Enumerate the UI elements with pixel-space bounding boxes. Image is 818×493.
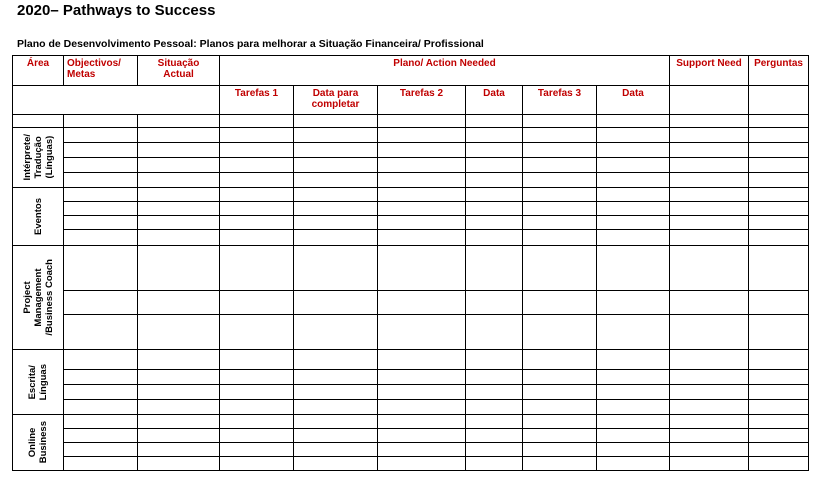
area-project-management-label	[22, 259, 55, 336]
table-cell	[220, 202, 294, 216]
table-cell	[138, 216, 220, 230]
subheader-tarefas3: Tarefas 3	[523, 86, 597, 115]
table-cell	[749, 216, 809, 230]
table-cell	[64, 246, 138, 291]
table-cell	[220, 291, 294, 315]
area-label-line: Línguas	[38, 363, 49, 401]
table-cell	[523, 415, 597, 429]
table-cell	[466, 291, 523, 315]
table-cell	[294, 202, 378, 216]
table-cell	[523, 128, 597, 143]
table-cell	[64, 216, 138, 230]
table-cell	[294, 315, 378, 350]
table-cell	[138, 400, 220, 415]
table-cell	[523, 202, 597, 216]
table-cell	[294, 291, 378, 315]
table-cell	[64, 230, 138, 246]
table-cell	[597, 400, 670, 415]
table-cell	[670, 457, 749, 471]
area-label-line: Business	[38, 421, 49, 464]
table-cell	[749, 315, 809, 350]
table-row	[13, 291, 809, 315]
table-cell	[220, 370, 294, 385]
table-cell	[378, 315, 466, 350]
table-cell	[749, 202, 809, 216]
table-cell	[523, 246, 597, 291]
table-cell	[466, 315, 523, 350]
table-cell	[597, 230, 670, 246]
table-cell	[670, 400, 749, 415]
table-cell	[64, 400, 138, 415]
table-cell	[597, 370, 670, 385]
table-cell	[670, 188, 749, 202]
header-objectivos-line2: Metas	[67, 69, 96, 80]
table-cell	[670, 385, 749, 400]
subheader-tarefas1: Tarefas 1	[220, 86, 294, 115]
table-cell	[670, 173, 749, 188]
table-cell	[670, 291, 749, 315]
table-cell	[220, 230, 294, 246]
table-cell	[749, 443, 809, 457]
header-support: Support Need	[670, 56, 749, 86]
table-cell	[466, 173, 523, 188]
table-cell	[523, 188, 597, 202]
table-cell	[294, 429, 378, 443]
table-cell	[466, 457, 523, 471]
table-row	[13, 188, 809, 202]
table-row	[13, 128, 809, 143]
table-cell	[597, 443, 670, 457]
table-cell	[64, 291, 138, 315]
table-cell	[597, 385, 670, 400]
table-cell	[64, 158, 138, 173]
table-cell	[523, 143, 597, 158]
table-cell	[523, 173, 597, 188]
table-cell	[670, 158, 749, 173]
table-cell	[294, 246, 378, 291]
table-cell	[523, 115, 597, 128]
table-cell	[466, 202, 523, 216]
table-cell	[378, 188, 466, 202]
table-cell	[64, 115, 138, 128]
table-cell	[749, 370, 809, 385]
table-cell	[597, 350, 670, 370]
table-cell	[670, 202, 749, 216]
table-cell	[597, 202, 670, 216]
table-cell	[138, 246, 220, 291]
table-cell	[64, 188, 138, 202]
header-perguntas: Perguntas	[749, 56, 809, 86]
table-cell	[378, 400, 466, 415]
table-cell	[670, 443, 749, 457]
table-cell	[138, 443, 220, 457]
table-cell	[220, 315, 294, 350]
table-cell	[64, 370, 138, 385]
table-row	[13, 429, 809, 443]
table-cell	[378, 158, 466, 173]
subheader-row	[13, 86, 809, 115]
table-row	[13, 315, 809, 350]
table-cell	[64, 128, 138, 143]
table-cell	[670, 216, 749, 230]
subheader-perguntas-empty	[749, 86, 809, 115]
table-cell	[220, 216, 294, 230]
table-cell	[220, 143, 294, 158]
table-cell	[670, 128, 749, 143]
table-cell	[597, 128, 670, 143]
table-cell	[378, 291, 466, 315]
table-cell	[294, 370, 378, 385]
table-cell	[597, 188, 670, 202]
table-cell	[378, 350, 466, 370]
table-cell	[220, 350, 294, 370]
table-cell	[294, 230, 378, 246]
subheader-tarefas2: Tarefas 2	[378, 86, 466, 115]
area-label-line: /Business Coach	[43, 259, 55, 336]
table-cell	[466, 350, 523, 370]
header-situacao-line2: Actual	[163, 69, 194, 80]
subheader-data-para-completar	[294, 86, 378, 115]
area-eventos-label: Eventos	[32, 198, 44, 235]
table-cell	[138, 115, 220, 128]
table-cell	[466, 370, 523, 385]
area-online-business-label	[27, 421, 49, 463]
table-cell	[597, 291, 670, 315]
area-label-line: (Línguas)	[43, 136, 55, 179]
table-cell	[220, 173, 294, 188]
table-cell	[138, 457, 220, 471]
table-cell	[670, 115, 749, 128]
table-cell	[749, 173, 809, 188]
header-objectivos-line1: Objectivos/	[67, 58, 121, 69]
table-cell	[378, 216, 466, 230]
table-cell	[378, 429, 466, 443]
table-row	[13, 230, 809, 246]
area-label-line: Project	[21, 281, 33, 314]
area-project-management	[13, 246, 64, 350]
table-cell	[378, 443, 466, 457]
header-area: Área	[13, 56, 64, 86]
table-cell	[466, 415, 523, 429]
table-cell	[523, 370, 597, 385]
table-cell	[670, 415, 749, 429]
table-cell	[466, 158, 523, 173]
table-cell	[466, 230, 523, 246]
table-row	[13, 370, 809, 385]
table-cell	[378, 370, 466, 385]
header-situacao	[138, 56, 220, 86]
area-label-line: Intérprete/	[21, 134, 33, 181]
table-cell	[220, 457, 294, 471]
table-cell	[466, 385, 523, 400]
table-cell	[749, 188, 809, 202]
table-cell	[597, 115, 670, 128]
table-cell	[378, 143, 466, 158]
table-cell	[523, 350, 597, 370]
table-cell	[749, 457, 809, 471]
table-cell	[220, 188, 294, 202]
table-cell	[466, 400, 523, 415]
table-cell	[597, 457, 670, 471]
table-cell	[466, 443, 523, 457]
table-cell	[670, 429, 749, 443]
table-cell	[294, 216, 378, 230]
header-plano: Plano/ Action Needed	[220, 56, 670, 86]
table-cell	[749, 128, 809, 143]
table-cell	[523, 291, 597, 315]
table-cell	[466, 246, 523, 291]
table-cell	[466, 115, 523, 128]
table-row	[13, 400, 809, 415]
table-cell	[749, 291, 809, 315]
table-cell	[294, 143, 378, 158]
table-cell	[749, 350, 809, 370]
table-cell	[597, 216, 670, 230]
table-cell	[378, 173, 466, 188]
table-cell	[378, 415, 466, 429]
table-row	[13, 415, 809, 429]
table-cell	[523, 230, 597, 246]
area-escrita	[13, 350, 64, 415]
table-cell	[220, 400, 294, 415]
area-label-line: Escrita/	[27, 364, 38, 400]
table-cell	[670, 350, 749, 370]
table-cell	[138, 143, 220, 158]
table-cell	[378, 457, 466, 471]
table-cell	[749, 230, 809, 246]
subheader-data-para-line2: completar	[311, 99, 360, 110]
table-row	[13, 385, 809, 400]
table-cell	[523, 385, 597, 400]
table-cell	[749, 246, 809, 291]
table-cell	[138, 385, 220, 400]
table-cell	[378, 246, 466, 291]
table-cell	[294, 115, 378, 128]
table-cell	[597, 173, 670, 188]
area-interprete	[13, 128, 64, 188]
table-cell	[138, 158, 220, 173]
table-row	[13, 202, 809, 216]
area-label-line: Management	[32, 268, 44, 327]
table-cell	[64, 350, 138, 370]
table-row	[13, 350, 809, 370]
table-row	[13, 173, 809, 188]
table-cell	[64, 143, 138, 158]
subheader-data-para-line1: Data para	[312, 88, 359, 99]
subheader-data1: Data	[466, 86, 523, 115]
table-cell	[466, 429, 523, 443]
table-cell	[749, 158, 809, 173]
table-cell	[294, 158, 378, 173]
table-cell	[294, 415, 378, 429]
table-row	[13, 457, 809, 471]
table-cell	[294, 173, 378, 188]
table-cell	[466, 143, 523, 158]
table-cell	[138, 188, 220, 202]
table-cell	[138, 128, 220, 143]
table-cell	[749, 143, 809, 158]
table-cell	[523, 315, 597, 350]
development-plan-table	[12, 55, 809, 471]
table-cell	[749, 400, 809, 415]
area-escrita-label	[27, 364, 49, 400]
table-cell	[378, 385, 466, 400]
table-cell	[378, 202, 466, 216]
table-cell	[220, 246, 294, 291]
table-cell	[597, 143, 670, 158]
table-cell	[597, 315, 670, 350]
table-cell	[670, 143, 749, 158]
table-cell	[220, 115, 294, 128]
area-online-business	[13, 415, 64, 471]
table-cell	[597, 415, 670, 429]
table-cell	[294, 188, 378, 202]
table-cell	[749, 415, 809, 429]
table-cell	[523, 429, 597, 443]
table-cell	[523, 457, 597, 471]
table-cell	[378, 230, 466, 246]
table-row	[13, 115, 809, 128]
table-cell	[294, 350, 378, 370]
area-eventos	[13, 188, 64, 246]
subheader-support-empty	[670, 86, 749, 115]
area-label-line: Tradução	[32, 136, 44, 179]
table-cell	[64, 202, 138, 216]
table-cell	[138, 350, 220, 370]
table-cell	[523, 400, 597, 415]
table-row	[13, 158, 809, 173]
table-cell	[64, 173, 138, 188]
table-cell	[64, 429, 138, 443]
table-cell	[220, 128, 294, 143]
table-row	[13, 143, 809, 158]
table-cell	[597, 246, 670, 291]
table-cell	[294, 457, 378, 471]
table-cell	[13, 115, 64, 128]
table-cell	[597, 429, 670, 443]
table-cell	[138, 415, 220, 429]
table-cell	[64, 385, 138, 400]
table-cell	[64, 315, 138, 350]
table-cell	[64, 443, 138, 457]
table-cell	[749, 385, 809, 400]
table-cell	[220, 158, 294, 173]
table-row	[13, 246, 809, 291]
table-cell	[64, 415, 138, 429]
page-subtitle: Plano de Desenvolvimento Pessoal: Planos para melhorar a Situação Financeira/ Profissional	[17, 38, 484, 50]
table-cell	[220, 443, 294, 457]
table-row	[13, 443, 809, 457]
table-cell	[670, 246, 749, 291]
table-cell	[138, 173, 220, 188]
table-cell	[466, 188, 523, 202]
subheader-data2: Data	[597, 86, 670, 115]
table-cell	[220, 415, 294, 429]
header-row	[13, 56, 809, 86]
table-cell	[466, 128, 523, 143]
table-cell	[670, 230, 749, 246]
header-objectivos	[64, 56, 138, 86]
table-cell	[749, 115, 809, 128]
table-cell	[466, 216, 523, 230]
table-cell	[749, 429, 809, 443]
table-cell	[138, 291, 220, 315]
table-cell	[378, 115, 466, 128]
table-cell	[138, 370, 220, 385]
table-cell	[523, 216, 597, 230]
subheader-empty	[13, 86, 220, 115]
table-cell	[294, 400, 378, 415]
table-cell	[220, 429, 294, 443]
table-cell	[670, 315, 749, 350]
area-interprete-label	[22, 134, 55, 180]
table-cell	[597, 158, 670, 173]
area-label-line: Online	[27, 427, 38, 458]
table-cell	[523, 158, 597, 173]
table-cell	[220, 385, 294, 400]
page-title: 2020– Pathways to Success	[17, 2, 216, 19]
table-cell	[138, 202, 220, 216]
header-situacao-line1: Situação	[157, 58, 200, 69]
table-row	[13, 216, 809, 230]
table-cell	[138, 429, 220, 443]
table-cell	[64, 457, 138, 471]
table-cell	[378, 128, 466, 143]
table-cell	[138, 230, 220, 246]
table-cell	[670, 370, 749, 385]
table-cell	[523, 443, 597, 457]
table-cell	[294, 443, 378, 457]
table-cell	[294, 128, 378, 143]
table-cell	[138, 315, 220, 350]
table-cell	[294, 385, 378, 400]
